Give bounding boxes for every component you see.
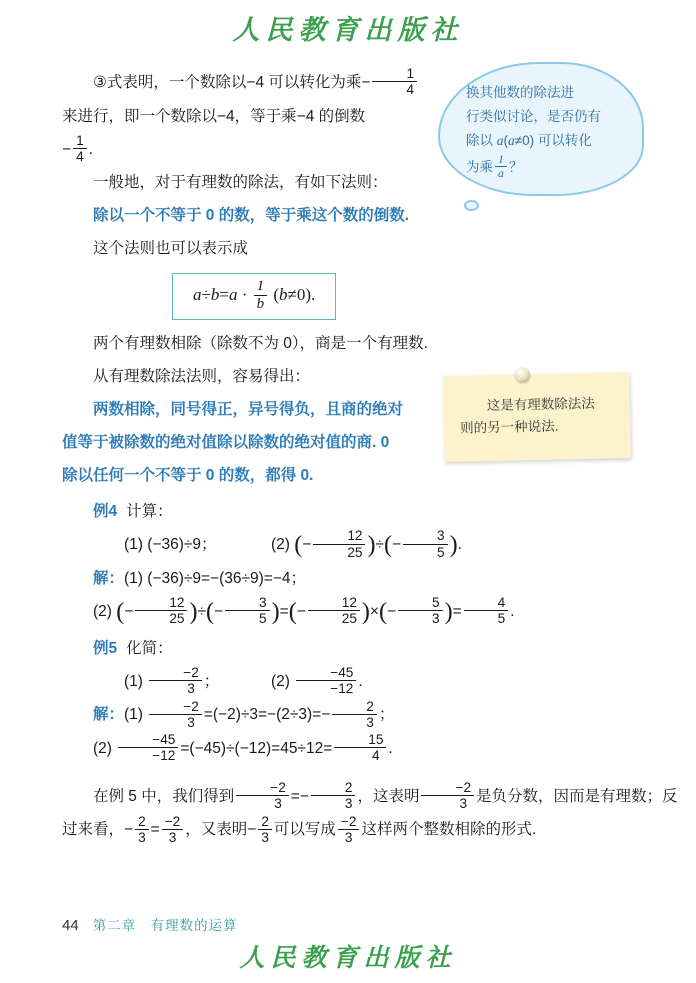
math-text: 除以: [466, 133, 497, 148]
publisher-logo-bottom: 人民教育出版社: [239, 945, 457, 972]
math-text: (1): [124, 706, 148, 724]
fraction: $\frac{12}{25}$: [313, 528, 365, 562]
math-text: ③式表明，一个数除以−4 可以转化为乘−: [93, 74, 371, 91]
solution-label: 解：: [93, 570, 125, 588]
fraction: $\frac{2}{3}$: [135, 814, 149, 848]
fraction: $\frac{-2}{3}$: [149, 665, 202, 699]
math-text: 来进行，即一个数除以−4，等于乘−4 的倒数: [62, 107, 366, 125]
example-4-problems: [62, 528, 642, 562]
math-text: ，又表明−: [185, 821, 257, 839]
fraction: $\frac{-45}{-12}$: [296, 665, 356, 699]
variable: b: [210, 285, 220, 305]
variable: b: [279, 285, 288, 305]
math-text: ≠0).: [287, 285, 316, 305]
fraction: $\frac{2}{3}$: [332, 699, 377, 733]
text-line: 两个有理数相除（除数不为 0），商是一个有理数.: [93, 335, 428, 353]
math-text: 这样两个整数相除的形式.: [361, 821, 537, 839]
math-text: ÷: [197, 603, 206, 621]
fraction: $\frac{3}{5}$: [403, 528, 448, 562]
math-text: −: [386, 603, 397, 621]
math-text: −: [62, 140, 72, 158]
rule-text: 值等于被除数的绝对值除以除数的绝对值的商. 0: [62, 434, 390, 452]
math-text: .: [388, 740, 393, 758]
note-text-line: 这是有理数除法法: [486, 395, 595, 414]
bubble-text-line: [466, 81, 642, 105]
note-text-line: 则的另一种说法.: [460, 418, 559, 436]
math-text: 为乘: [466, 159, 493, 175]
example-4-solution-line-1: [62, 562, 642, 595]
paren: ): [444, 598, 453, 625]
paren: (: [383, 532, 392, 559]
solution-label: 解：: [93, 706, 125, 724]
math-text: 行类似讨论，是否仍有: [466, 109, 601, 124]
solution-math: [124, 570, 306, 587]
text-line: 从有理数除法法则，容易得出：: [93, 368, 311, 386]
text-line: 一般地，对于有理数的除法，有如下法则：: [93, 174, 388, 192]
math-text: −: [302, 536, 312, 554]
math-text: ÷: [201, 285, 211, 305]
thought-bubble-body: [438, 62, 644, 196]
paren: ): [361, 598, 370, 625]
thought-bubble-tail: [464, 200, 479, 211]
formula-row: [62, 272, 642, 320]
fraction: $\frac{5}{3}$: [398, 595, 443, 629]
math-text: =(−45)÷(−12)=45÷12=: [180, 740, 333, 758]
example-label: 例4: [93, 503, 118, 521]
example-5-solution-line-2: [62, 732, 642, 766]
math-text: ；: [203, 672, 220, 690]
bubble-text-line: [466, 129, 642, 153]
math-text: ·: [237, 285, 252, 305]
math-text: .: [457, 536, 462, 554]
fraction: $\frac{-2}{3}$: [149, 699, 202, 733]
math-text: =: [279, 603, 289, 621]
math-text: (2): [93, 603, 117, 621]
paren: ): [367, 532, 376, 559]
fraction: $\frac{1}{4}$: [73, 133, 87, 167]
paren: (: [205, 598, 214, 625]
publisher-logo-top: 人民教育出版社: [232, 15, 464, 45]
example-5-header: [62, 632, 642, 665]
example-4-solution-line-2: [62, 595, 642, 629]
paren: (: [378, 598, 387, 625]
example-5-problems: [62, 665, 642, 699]
math-text: −: [124, 603, 134, 621]
fraction: $\frac{2}{3}$: [311, 780, 356, 814]
text-line: 这个法则也可以表示成: [93, 240, 249, 258]
bubble-text-line: [466, 153, 642, 183]
math-text: (2): [271, 672, 295, 690]
fraction: $\frac{-2}{3}$: [421, 780, 474, 814]
math-text: .: [510, 603, 515, 621]
thought-bubble: [438, 62, 648, 218]
math-text: ；: [378, 706, 395, 724]
variable: a: [508, 133, 515, 148]
paren: (: [288, 598, 297, 625]
page-footer: [62, 914, 238, 938]
problem-2: [271, 664, 363, 697]
bubble-text-line: [466, 105, 642, 129]
math-text: −: [391, 536, 402, 554]
math-text: −: [296, 603, 306, 621]
fraction: $\frac{4}{5}$: [464, 595, 509, 629]
paren: ): [449, 532, 458, 559]
math-text: 在例 5 中，我们得到: [93, 787, 235, 805]
math-text: ，这表明: [357, 787, 420, 805]
sticky-note: [443, 372, 631, 462]
paren: ): [271, 598, 280, 625]
formula-box: [172, 273, 336, 319]
fraction: $\frac{3}{5}$: [225, 595, 270, 629]
math-text: ÷: [375, 536, 384, 554]
closing-paragraph-line-1: [62, 779, 678, 814]
page-number: 44: [62, 917, 79, 934]
math-text: =: [452, 603, 462, 621]
example-5-solution-line-1: [62, 698, 642, 732]
math-text: 过来看，−: [62, 821, 134, 839]
fraction: $\frac{-2}{3}$: [338, 814, 360, 848]
solution-math: [124, 698, 395, 730]
math-text: =−: [290, 787, 309, 805]
fraction: $\frac{-2}{3}$: [236, 780, 289, 814]
paren: ): [189, 598, 198, 625]
paren: (: [116, 598, 125, 625]
math-text: 是负分数，因而是有理数；反: [476, 787, 678, 805]
example-title: 化简：: [126, 639, 173, 657]
math-text: (2): [271, 536, 295, 554]
example-title: 计算：: [126, 503, 173, 521]
math-text: ≠0) 可以转化: [514, 133, 592, 148]
fraction: $\frac{1}{b}$: [254, 278, 267, 314]
math-text: (1): [124, 672, 148, 690]
paren: (: [294, 532, 303, 559]
problem-1: [93, 528, 271, 561]
math-text: (: [269, 285, 280, 305]
fraction: $\frac{1}{a}$: [495, 153, 507, 183]
chapter-title: 第二章 有理数的运算: [92, 918, 238, 933]
example-label: 例5: [93, 639, 118, 657]
math-text: ×: [369, 603, 379, 621]
variable: a: [193, 285, 202, 305]
math-text: 可以写成: [273, 821, 336, 839]
problem-1: [93, 665, 271, 699]
math-text: =: [219, 285, 229, 305]
rule-text: 两数相除，同号得正，异号得负，且商的绝对: [93, 401, 404, 419]
math-text: =: [150, 821, 160, 839]
rule-text: 除以一个不等于 0 的数，等于乘这个数的倒数.: [93, 207, 410, 225]
fraction: $\frac{12}{25}$: [135, 595, 187, 629]
fraction: $\frac{2}{3}$: [258, 814, 272, 848]
math-text: −: [213, 603, 224, 621]
example-4-header: [62, 495, 642, 528]
fraction: $\frac{1}{4}$: [372, 66, 417, 100]
variable: a: [228, 285, 238, 305]
fraction: $\frac{-45}{-12}$: [118, 732, 178, 766]
math-text: (2): [93, 740, 117, 758]
closing-paragraph-line-2: [62, 813, 642, 847]
math-text: ？: [508, 159, 523, 175]
fraction: $\frac{15}{4}$: [334, 732, 386, 766]
math-text: (1) (−36)÷9；: [124, 536, 217, 554]
math-text: (: [503, 133, 509, 148]
math-text: 换其他数的除法进: [466, 85, 574, 100]
pin-icon: [515, 367, 530, 382]
math-text: =(−2)÷3=−(2÷3)=−: [203, 706, 331, 724]
rule-text: 除以任何一个不等于 0 的数，都得 0.: [62, 467, 314, 485]
math-text: .: [358, 672, 363, 690]
math-text: (1) (−36)÷9=−(36÷9)=−4；: [124, 570, 307, 588]
variable: a: [496, 133, 504, 148]
math-text: .: [88, 140, 93, 158]
fraction: $\frac{12}{25}$: [308, 595, 360, 629]
fraction: $\frac{-2}{3}$: [162, 814, 184, 848]
problem-2: [271, 528, 462, 560]
